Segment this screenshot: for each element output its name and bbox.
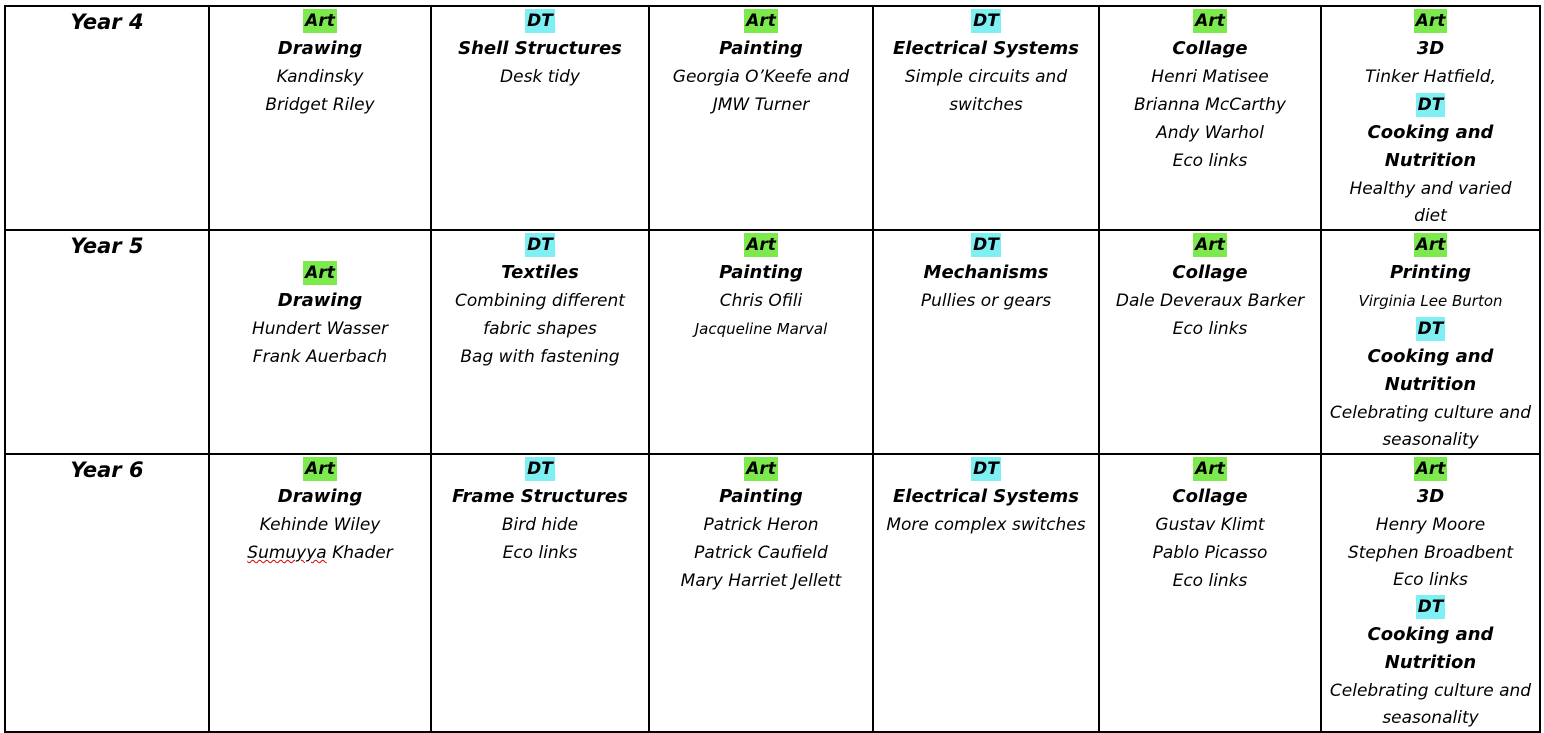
cell-note: seasonality bbox=[1382, 430, 1479, 450]
cell-note: fabric shapes bbox=[483, 319, 597, 339]
table-cell bbox=[649, 230, 873, 454]
topic-title: Collage bbox=[1172, 262, 1248, 283]
subject-badge-dt: DT bbox=[527, 235, 553, 255]
cell-note: Dale Deveraux Barker bbox=[1115, 291, 1305, 311]
subject-badge-art: Art bbox=[746, 11, 776, 31]
cell-note: Celebrating culture and bbox=[1329, 681, 1532, 701]
subject-badge-art: Art bbox=[1195, 235, 1225, 255]
subject-badge-dt: DT bbox=[527, 11, 553, 31]
topic-title: Cooking and Nutrition bbox=[1367, 346, 1494, 395]
cell-note: Hundert Wasser bbox=[251, 319, 389, 339]
cell-note: Kehinde Wiley bbox=[259, 515, 381, 535]
cell-note: Jacqueline Marval bbox=[694, 320, 828, 338]
spellcheck-word: Sumuyya bbox=[247, 543, 327, 563]
topic-title: Mechanisms bbox=[923, 262, 1049, 283]
cell-note: Kandinsky bbox=[276, 67, 364, 87]
topic-title: Textiles bbox=[501, 262, 579, 283]
subject-badge-dt: DT bbox=[973, 11, 999, 31]
subject-badge-dt: DT bbox=[1417, 597, 1444, 617]
cell-note: Bag with fastening bbox=[460, 347, 620, 367]
cell-note: Eco links bbox=[1393, 570, 1468, 590]
cell-note: switches bbox=[949, 95, 1023, 115]
cell-note: Georgia O’Keefe and bbox=[672, 67, 850, 87]
cell-note: Stephen Broadbent bbox=[1347, 543, 1514, 563]
table-cell bbox=[1099, 6, 1321, 230]
cell-spacer bbox=[214, 231, 426, 259]
table-cell bbox=[1321, 454, 1540, 732]
topic-title: Painting bbox=[719, 38, 803, 59]
cell-note: Patrick Caufield bbox=[694, 543, 828, 563]
subject-badge-dt: DT bbox=[1417, 319, 1444, 339]
cell-note: Pullies or gears bbox=[920, 291, 1052, 311]
cell-note: JMW Turner bbox=[712, 95, 810, 115]
table-cell bbox=[209, 454, 431, 732]
cell-note bbox=[214, 539, 426, 567]
topic-title: Cooking and Nutrition bbox=[1367, 624, 1494, 673]
cell-note: Eco links bbox=[502, 543, 578, 563]
topic-title: Collage bbox=[1172, 38, 1248, 59]
table-cell bbox=[649, 6, 873, 230]
cell-note: Chris Ofili bbox=[719, 291, 803, 311]
subject-badge-dt: DT bbox=[527, 459, 553, 479]
subject-badge-art: Art bbox=[1415, 459, 1446, 479]
table-cell bbox=[873, 6, 1099, 230]
table-cell bbox=[209, 6, 431, 230]
year-label: Year 6 bbox=[5, 454, 209, 732]
table-row bbox=[5, 6, 1540, 230]
subject-badge-dt: DT bbox=[1417, 95, 1444, 115]
subject-badge-art: Art bbox=[305, 459, 335, 479]
table-cell bbox=[431, 230, 649, 454]
cell-note: More complex switches bbox=[886, 515, 1086, 535]
cell-note-rest: Khader bbox=[326, 543, 393, 563]
table-cell bbox=[1321, 6, 1540, 230]
topic-title: Cooking and bbox=[1367, 122, 1494, 143]
cell-note: Pablo Picasso bbox=[1152, 543, 1268, 563]
curriculum-table bbox=[4, 5, 1541, 733]
cell-note: Brianna McCarthy bbox=[1134, 95, 1286, 115]
subject-badge-art: Art bbox=[1195, 11, 1225, 31]
topic-title: 3D bbox=[1416, 486, 1445, 507]
subject-badge-art: Art bbox=[305, 11, 335, 31]
table-cell bbox=[1321, 230, 1540, 454]
table-cell bbox=[649, 454, 873, 732]
cell-note: Healthy and varied bbox=[1349, 179, 1512, 199]
table-cell bbox=[209, 230, 431, 454]
cell-note: seasonality bbox=[1382, 708, 1479, 728]
cell-note: Eco links bbox=[1172, 571, 1248, 591]
topic-title: Drawing bbox=[277, 38, 363, 59]
topic-title: Collage bbox=[1172, 486, 1248, 507]
cell-note: Celebrating culture and bbox=[1329, 403, 1532, 423]
table-cell bbox=[1099, 230, 1321, 454]
topic-title: Nutrition bbox=[1384, 150, 1477, 171]
cell-note: Henry Moore bbox=[1375, 515, 1486, 535]
cell-note: Patrick Heron bbox=[703, 515, 819, 535]
table-cell bbox=[873, 230, 1099, 454]
table-cell bbox=[431, 6, 649, 230]
cell-note: Desk tidy bbox=[500, 67, 580, 87]
cell-note: Frank Auerbach bbox=[252, 347, 388, 367]
cell-note: Combining different bbox=[455, 291, 625, 311]
cell-note: diet bbox=[1414, 206, 1447, 226]
subject-badge-art: Art bbox=[746, 459, 776, 479]
topic-title: Frame Structures bbox=[452, 486, 628, 507]
topic-title: Painting bbox=[719, 262, 803, 283]
topic-title: Drawing bbox=[277, 290, 363, 311]
subject-badge-art: Art bbox=[305, 263, 335, 283]
table-cell bbox=[873, 454, 1099, 732]
cell-note: Simple circuits and bbox=[904, 67, 1068, 87]
subject-badge-dt: DT bbox=[973, 459, 999, 479]
topic-title: Shell Structures bbox=[458, 38, 622, 59]
cell-note: Gustav Klimt bbox=[1155, 515, 1265, 535]
topic-title: Painting bbox=[719, 486, 803, 507]
table-row bbox=[5, 454, 1540, 732]
subject-badge-dt: DT bbox=[973, 235, 999, 255]
cell-note: Eco links bbox=[1172, 151, 1248, 171]
subject-badge-art: Art bbox=[746, 235, 776, 255]
year-label: Year 5 bbox=[5, 230, 209, 454]
cell-note: Virginia Lee Burton bbox=[1358, 292, 1503, 310]
cell-note: Andy Warhol bbox=[1156, 123, 1264, 143]
cell-note: Mary Harriet Jellett bbox=[680, 571, 842, 591]
cell-note: Eco links bbox=[1172, 319, 1248, 339]
topic-title: Electrical Systems bbox=[893, 486, 1079, 507]
cell-note: Bird hide bbox=[501, 515, 579, 535]
table-cell bbox=[431, 454, 649, 732]
cell-note: Henri Matisee bbox=[1151, 67, 1269, 87]
table-row bbox=[5, 230, 1540, 454]
subject-badge-art: Art bbox=[1415, 11, 1446, 31]
subject-badge-art: Art bbox=[1195, 459, 1225, 479]
year-label: Year 4 bbox=[5, 6, 209, 230]
cell-note: Tinker Hatfield, bbox=[1365, 67, 1496, 87]
table-cell bbox=[1099, 454, 1321, 732]
subject-badge-art: Art bbox=[1415, 235, 1446, 255]
cell-note: Bridget Riley bbox=[265, 95, 375, 115]
topic-title: Electrical Systems bbox=[893, 38, 1079, 59]
topic-title: Drawing bbox=[277, 486, 363, 507]
topic-title: 3D bbox=[1416, 38, 1445, 59]
topic-title: Printing bbox=[1390, 262, 1471, 283]
